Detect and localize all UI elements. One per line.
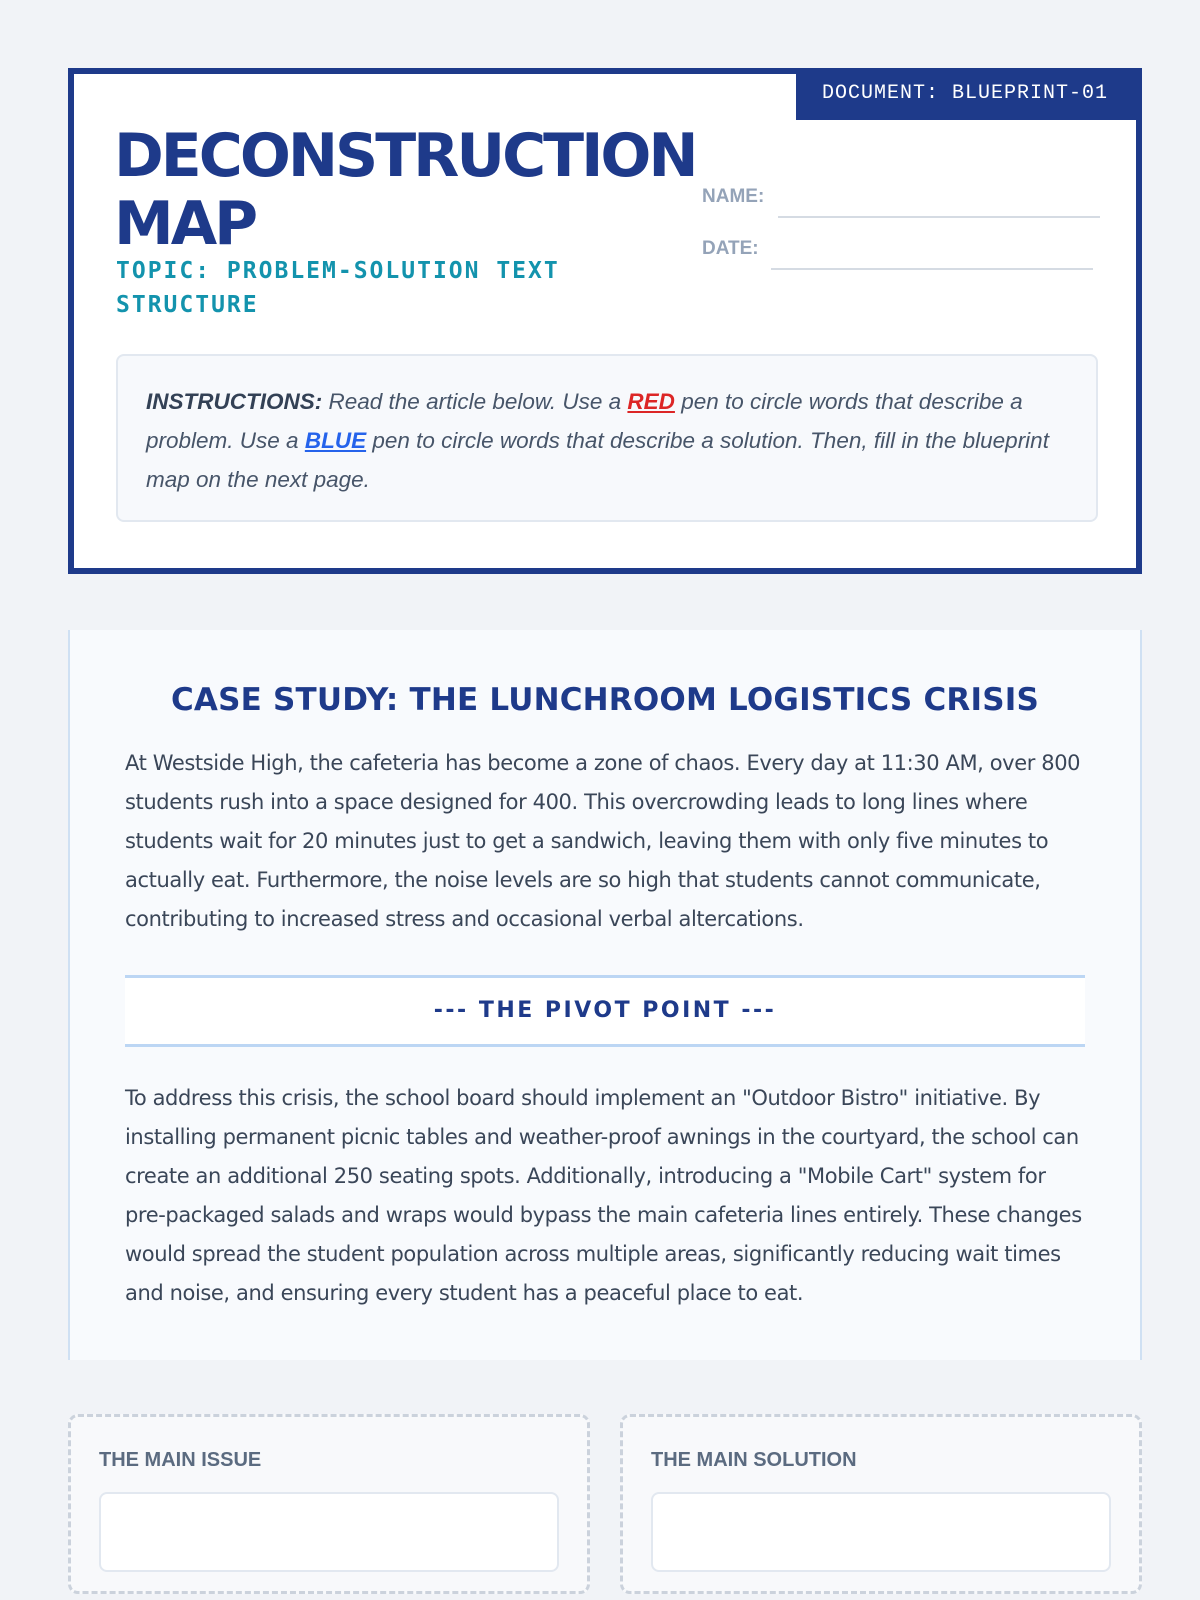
red-pen-word: RED <box>627 389 675 414</box>
name-field <box>702 186 1100 218</box>
case-study-article <box>68 630 1142 1360</box>
instructions-text-3: pen to circle words that describe a solution. Then, fill in the blueprint map on the next page. <box>146 428 1049 492</box>
main-solution-box <box>620 1414 1142 1594</box>
instructions-text-1: Read the article below. Use a <box>322 389 628 414</box>
instructions-box <box>116 354 1098 522</box>
main-issue-box <box>68 1414 590 1594</box>
date-field <box>702 238 1093 270</box>
main-issue-label: THE MAIN ISSUE <box>99 1449 262 1471</box>
pivot-point-divider: --- THE PIVOT POINT --- <box>125 975 1085 1047</box>
instructions-text-2: pen to circle words that describe a problem. Use a <box>146 389 1023 453</box>
date-input-line[interactable] <box>771 238 1093 270</box>
name-input-line[interactable] <box>778 186 1100 218</box>
name-label: NAME: <box>702 186 765 207</box>
main-solution-label: THE MAIN SOLUTION <box>651 1449 857 1471</box>
solution-paragraph: To address this crisis, the school board should implement an "Outdoor Bistro" initiative. By installing permanent picnic tables and weather-proof awnings in the courtyard, the school can create an additional 250 seating spots. Additionally, introducing a "Mobile Cart" system for pre-packaged salads and wraps would bypass the main cafeteria lines entirely. These changes would spread the student population across multiple areas, significantly reducing wait times and noise, and ensuring every student has a peaceful place to eat. <box>125 1086 1082 1305</box>
main-issue-input[interactable] <box>99 1492 559 1572</box>
page-title: DECONSTRUCTION MAP <box>114 121 696 259</box>
main-solution-input[interactable] <box>651 1492 1111 1572</box>
problem-paragraph: At Westside High, the cafeteria has become a zone of chaos. Every day at 11:30 AM, over 800 students rush into a space designed for 400. This overcrowding leads to long lines where students wait for 20 minutes just to get a sandwich, leaving them with only five minutes to actually eat. Furthermore, the noise levels are so high that students cannot communicate, contributing to increased stress and occasional verbal altercations. <box>125 751 1081 931</box>
instructions-lead: INSTRUCTIONS: <box>146 389 323 414</box>
blue-pen-word: BLUE <box>304 428 367 453</box>
header-card <box>68 68 1142 574</box>
topic-subtitle: TOPIC: PROBLEM-SOLUTION TEXT STRUCTURE <box>116 258 560 318</box>
date-label: DATE: <box>702 238 759 259</box>
document-tag: DOCUMENT: BLUEPRINT-01 <box>796 68 1142 120</box>
article-title: CASE STUDY: THE LUNCHROOM LOGISTICS CRISIS <box>170 682 1039 718</box>
